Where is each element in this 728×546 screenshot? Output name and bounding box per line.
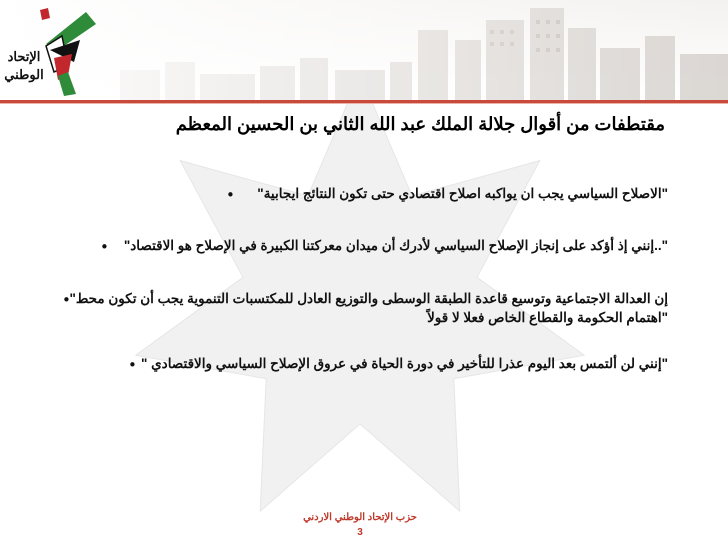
party-logo [2,6,96,100]
city-skyline-banner [0,0,728,100]
quote-4: "إنني لن ألتمس بعد اليوم عذرا للتأخير في دورة الحياة في عروق الإصلاح السياسي والاقتصادي " [140,356,668,371]
bullet-1: • [226,186,235,204]
bullet-2: • [100,238,109,256]
footer-party-name: حزب الإتحاد الوطني الاردني [303,512,417,523]
bullet-4: • [128,356,137,374]
bullet-3: • [62,291,71,309]
logo-text-line1: الإتحاد [7,50,41,65]
page-number: 3 [357,527,363,538]
quote-1: "الاصلاح السياسي يجب ان يواكبه اصلاح اقتصادي حتى تكون النتائج ايجابية" [257,186,668,201]
slide-title: مقتطفات من أقوال جلالة الملك عبد الله الثاني بن الحسين المعظم [175,114,665,134]
logo-text-line2: الوطني [4,68,44,83]
quote-3-line1: إن العدالة الاجتماعية وتوسيع قاعدة الطبقة الوسطى والتوزيع العادل للمكتسبات التنموية يجب أن تكون محط" [69,291,668,306]
quote-2: "..إنني إذ أؤكد على إنجاز الإصلاح السياسي لأدرك أن ميدان معركتنا الكبيرة في الإصلاح هو الاقتصاد" [123,238,668,253]
quote-3-line2: "اهتمام الحكومة والقطاع الخاص فعلا لا قولاً [427,310,668,325]
